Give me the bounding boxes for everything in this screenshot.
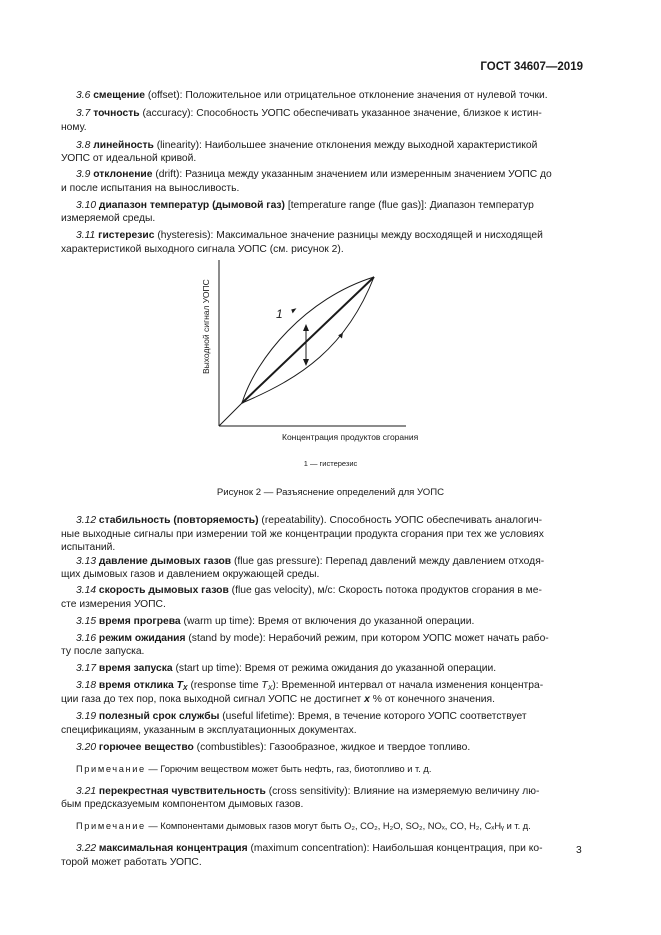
definition-3-9-cont: и после испытания на выносливость. xyxy=(61,182,240,194)
definition-3-18: 3.18 время отклика $T_X$ (response time $T_X$): Временной интервал от начала изменения концентра- xyxy=(76,680,544,693)
curve-label: 1 xyxy=(276,307,283,321)
definition-3-11: 3.11 гистерезис (hysteresis): Максимальное значение разницы между восходящей и нисходящей xyxy=(76,230,543,242)
note-flue-gas-components: Примечание — Компонентами дымовых газов могут быть O₂, CO₂, H₂O, SO₂, NOₓ, CO, H₂, CₓHᵧ и т. д. xyxy=(76,821,531,832)
definitions-top xyxy=(61,89,582,257)
definition-3-14: 3.14 скорость дымовых газов (flue gas velocity), м/с: Скорость потока продуктов сгорания в ме- xyxy=(76,585,542,597)
definitions-bottom xyxy=(61,514,582,869)
upper-curve-arrow xyxy=(290,307,297,314)
definition-3-20: 3.20 горючее вещество (combustibles): Газообразное, жидкое и твердое топливо. xyxy=(76,741,471,753)
definition-3-15: 3.15 время прогрева (warm up time): Время от включения до указанной операции. xyxy=(76,615,475,627)
definition-3-13: 3.13 давление дымовых газов (flue gas pressure): Перепад давлений между давлением отходя- xyxy=(76,555,545,567)
definition-3-21: 3.21 перекрестная чувствительность (cross sensitivity): Влияние на измеряемую величину лю- xyxy=(76,785,540,797)
figure-caption: Рисунок 2 — Разъяснение определений для УОПС xyxy=(216,487,445,498)
definition-3-9: 3.9 отклонение (drift): Разница между указанным значением или измеренным значением УОПС до xyxy=(76,169,552,181)
definition-3-10-cont: измеряемой среды. xyxy=(61,213,156,225)
x-axis-label: Концентрация продуктов сгорания xyxy=(282,432,419,442)
definition-3-17: 3.17 время запуска (start up time): Время от режима ожидания до указанной операции. xyxy=(76,663,497,675)
definition-3-18-cont: ции газа до тех пор, пока выходной сигнал УОПС не достигнет x % от конечного значения. xyxy=(61,693,495,705)
definition-3-13-cont: щих дымовых газов и давлением окружающей среды. xyxy=(61,569,320,581)
definition-3-8-cont: УОПС от идеальной кривой. xyxy=(61,153,197,165)
page-number: 3 xyxy=(576,845,582,856)
definition-3-11-cont: характеристикой выходного сигнала УОПС (см. рисунок 2). xyxy=(61,243,344,255)
definition-3-21-cont: бым предсказуемым компонентом дымовых газов. xyxy=(61,799,304,811)
note-combustibles: Примечание — Горючим веществом может быть нефть, газ, биотопливо и т. д. xyxy=(76,763,432,774)
definition-3-16: 3.16 режим ожидания (stand by mode): Нерабочий режим, при котором УОПС может начать рабо- xyxy=(76,632,549,644)
document-id: ГОСТ 34607—2019 xyxy=(480,61,583,73)
definition-3-22: 3.22 максимальная концентрация (maximum concentration): Наибольшая концентрация, при ко- xyxy=(76,843,543,855)
y-axis-label: Выходной сигнал УОПС xyxy=(201,279,211,374)
definition-3-19: 3.19 полезный срок службы (useful lifetime): Время, в течение которого УОПС соответствует xyxy=(76,710,527,722)
definition-3-7-cont: ному. xyxy=(61,121,87,133)
ideal-line xyxy=(242,277,374,403)
definition-3-14-cont: сте измерения УОПС. xyxy=(61,598,166,610)
definition-3-8: 3.8 линейность (linearity): Наибольшее значение отклонения между выходной характеристикой xyxy=(76,139,538,151)
definition-3-12: 3.12 стабильность (повторяемость) (repeatability). Способность УОПС обеспечивать аналогич- xyxy=(76,515,543,526)
definition-3-10: 3.10 диапазон температур (дымовой газ) [temperature range (flue gas)]: Диапазон температур xyxy=(76,199,534,211)
hysteresis-figure xyxy=(196,258,446,448)
definition-3-7: 3.7 точность (accuracy): Способность УОПС обеспечивать указанное значение, близкое к истин- xyxy=(76,108,542,119)
definition-3-16-cont: ту после запуска. xyxy=(61,646,145,658)
definition-3-19-cont: спецификациям, указанным в эксплуатационных документах. xyxy=(61,724,357,736)
figure-legend: 1 — гистерезис xyxy=(303,459,358,468)
definition-3-12-cont: ные выходные сигналы при измерении той же концентрации продукта сгорания при тех же условиях испытаний. xyxy=(61,528,544,554)
initial-segment xyxy=(219,403,242,426)
definition-3-6: 3.6 смещение (offset): Положительное или отрицательное отклонение значения от нулевой точки. xyxy=(76,90,548,101)
arrow-head-down xyxy=(303,359,309,366)
definition-3-22-cont: торой может работать УОПС. xyxy=(61,856,202,868)
arrow-head-up xyxy=(303,324,309,331)
